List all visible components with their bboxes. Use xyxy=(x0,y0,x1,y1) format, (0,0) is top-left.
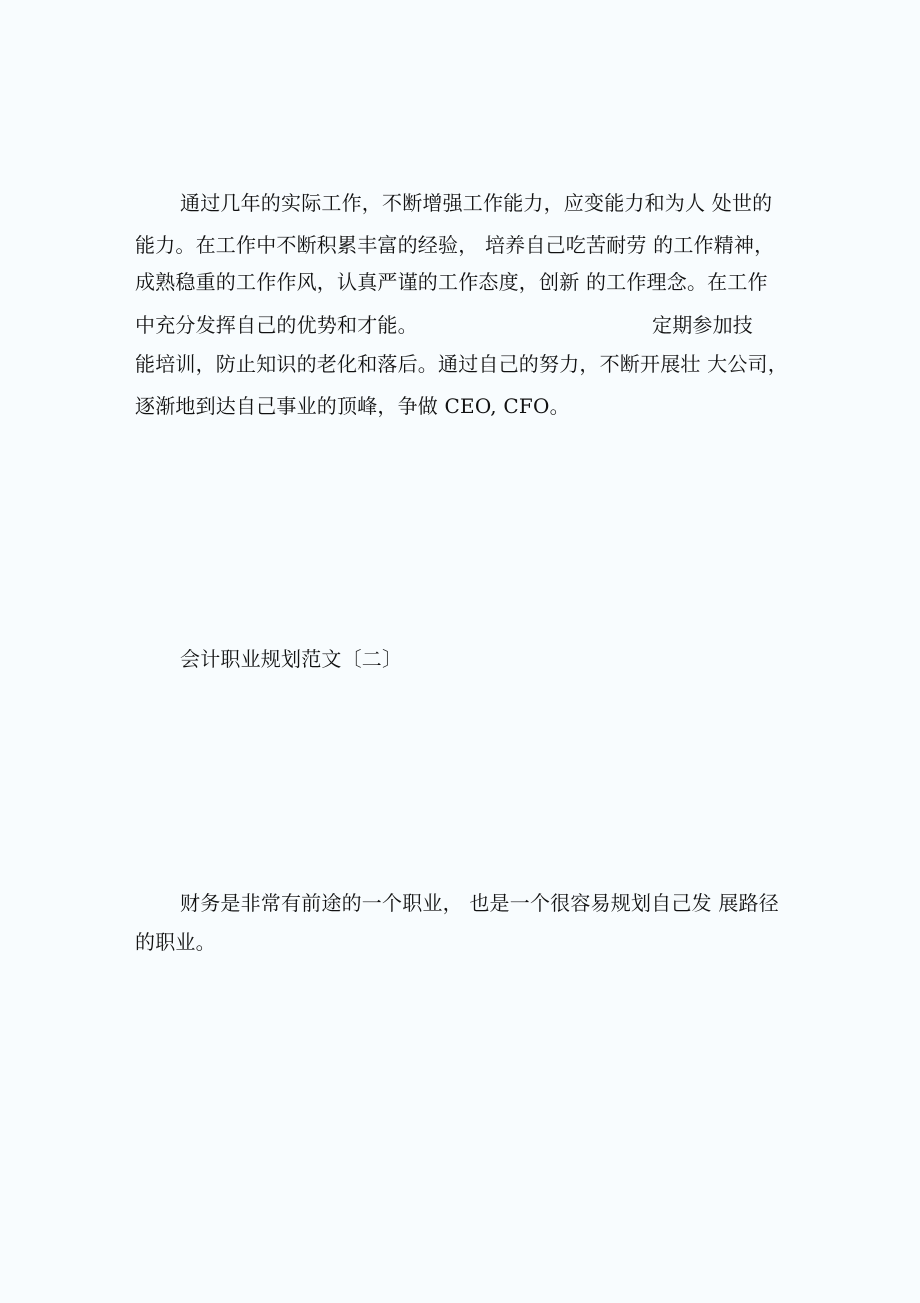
paragraph-1-line-1: 通过几年的实际工作，不断增强工作能力，应变能力和为人 处世的 xyxy=(180,191,773,215)
paragraph-1-line-5: 能培训，防止知识的老化和落后。通过自己的努力，不断开展壮 大公司， xyxy=(135,352,788,376)
paragraph-1-line-4-continued: 定期参加技 xyxy=(652,313,753,337)
paragraph-1-line-6: 逐渐地到达自己事业的顶峰，争做 CEO, CFO。 xyxy=(135,394,570,418)
section-heading: 会计职业规划范文〔二〕 xyxy=(180,647,403,671)
paragraph-2-line-2: 的职业。 xyxy=(135,930,216,954)
paragraph-1-line-3: 成熟稳重的工作作风，认真严谨的工作态度，创新 的工作理念。在工作 xyxy=(135,270,768,294)
paragraph-1-line-2: 能力。在工作中不断积累丰富的经验， 培养自己吃苦耐劳 的工作精神， xyxy=(135,233,775,257)
paragraph-1-line-4: 中充分发挥自己的优势和才能。 xyxy=(135,313,418,337)
paragraph-2-line-1: 财务是非常有前途的一个职业， 也是一个很容易规划自己发 展路径 xyxy=(180,891,779,915)
